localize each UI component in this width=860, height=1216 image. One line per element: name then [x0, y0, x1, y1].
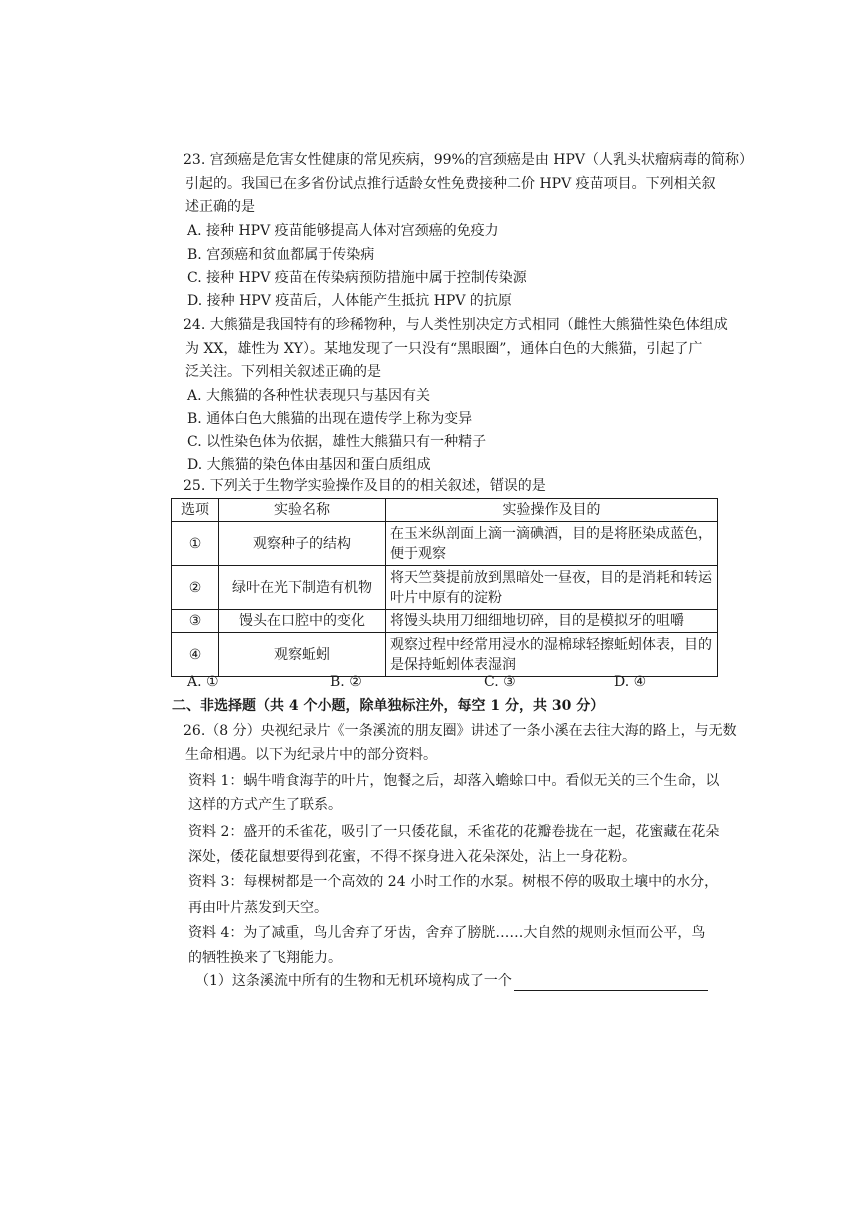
q24-stem-line-1: 24. 大熊猫是我国特有的珍稀物种，与人类性别决定方式相同（雌性大熊猫性染色体组成	[183, 317, 728, 333]
q23-option-d: D. 接种 HPV 疫苗后，人体能产生抵抗 HPV 的抗原	[187, 293, 512, 309]
q25-answer-a: A. ①	[187, 674, 219, 690]
q23-stem-line-2: 引起的。我国已在多省份试点推行适龄女性免费接种二价 HPV 疫苗项目。下列相关叙	[185, 176, 716, 192]
header-operation-purpose: 实验操作及目的	[386, 499, 718, 522]
q24-option-b: B. 通体白色大熊猫的出现在遗传学上称为变异	[187, 411, 473, 427]
header-option: 选项	[172, 499, 219, 522]
q26-material-1-line-1: 资料 1：蜗牛啃食海芋的叶片，饱餐之后，却落入蟾蜍口中。看似无关的三个生命，以	[188, 773, 720, 789]
q26-material-4-line-1: 资料 4：为了减重，鸟儿舍弃了牙齿，舍弃了膀胱……大自然的规则永恒而公平，鸟	[188, 925, 706, 941]
q25-stem	[183, 476, 546, 496]
table-row	[172, 610, 718, 633]
row-3-name: 馒头在口腔中的变化	[219, 610, 386, 633]
q23-option-b: B. 宫颈癌和贫血都属于传染病	[187, 247, 375, 263]
q26-material-3-line-1: 资料 3：每棵树都是一个高效的 24 小时工作的水泵。树根不停的吸取土壤中的水分，	[188, 874, 719, 890]
row-3-detail	[386, 610, 718, 633]
row-2-option: ②	[172, 566, 219, 610]
row-2-name: 绿叶在光下制造有机物	[219, 566, 386, 610]
q25-stem-after: 的是	[517, 478, 546, 494]
row-4-name: 观察蚯蚓	[219, 633, 386, 677]
table-header-row	[172, 499, 718, 522]
q25-answer-b: B. ②	[330, 674, 362, 690]
q25-answer-d: D. ④	[614, 674, 647, 690]
row-2-detail-line-2: 叶片中原有的淀粉	[390, 589, 502, 606]
q25-stem-before: 25. 下列关于生物学实验操作及目的的相关叙述，	[183, 478, 490, 494]
q24-option-c: C. 以性染色体为依据，雄性大熊猫只有一种精子	[187, 434, 487, 450]
experiment-table	[171, 498, 718, 677]
row-4-option: ④	[172, 633, 219, 677]
row-4-detail-line-2: 是保持蚯蚓体表湿润	[390, 656, 516, 673]
header-experiment-name: 实验名称	[219, 499, 386, 522]
q26-material-3-line-2: 再由叶片蒸发到天空。	[188, 900, 328, 916]
q26-sub-question-1-text: （1）这条溪流中所有的生物和无机环境构成了一个	[195, 973, 512, 989]
q26-stem-line-1: 26.（8 分）央视纪录片《一条溪流的朋友圈》讲述了一条小溪在去往大海的路上，与无数	[183, 723, 737, 739]
row-1-detail-line-2: 便于观察	[390, 545, 446, 562]
row-1-name: 观察种子的结构	[219, 522, 386, 566]
section-2-title: 二、非选择题（共 4 个小题，除单独标注外，每空 1 分，共 30 分）	[172, 698, 605, 714]
q26-stem-line-2: 生命相遇。以下为纪录片中的部分资料。	[185, 747, 437, 763]
q23-stem-line-1: 23. 宫颈癌是危害女性健康的常见疾病，99%的宫颈癌是由 HPV（人乳头状瘤病毒的简称）	[183, 152, 754, 168]
row-1-detail-line-1: 在玉米纵剖面上滴一滴碘酒，目的是将胚染成蓝色，	[390, 525, 712, 542]
q26-material-4-line-2: 的牺牲换来了飞翔能力。	[188, 950, 342, 966]
table-row	[172, 633, 718, 677]
q24-stem-line-2: 为 XX，雄性为 XY）。某地发现了一只没有“黑眼圈”，通体白色的大熊猫，引起了广	[185, 341, 703, 357]
q26-material-2-line-1: 资料 2：盛开的禾雀花，吸引了一只倭花鼠，禾雀花的花瓣卷拢在一起，花蜜藏在花朵	[188, 824, 720, 840]
row-4-detail-line-1: 观察过程中经常用浸水的湿棉球轻擦蚯蚓体表，目的	[390, 636, 712, 653]
row-1-detail	[386, 522, 718, 566]
row-4-detail	[386, 633, 718, 677]
table-row	[172, 522, 718, 566]
row-1-option: ①	[172, 522, 219, 566]
row-3-detail-line-1: 将馒头块用刀细细地切碎，目的是模拟牙的咀嚼	[390, 613, 684, 629]
q24-option-a: A. 大熊猫的各种性状表现只与基因有关	[187, 388, 431, 404]
table-row	[172, 566, 718, 610]
row-2-detail	[386, 566, 718, 610]
q25-stem-emphasis: 错误 · ·	[490, 478, 518, 494]
q26-sub-question-1	[195, 971, 708, 991]
q23-option-a: A. 接种 HPV 疫苗能够提高人体对宫颈癌的免疫力	[187, 223, 499, 239]
row-3-option: ③	[172, 610, 219, 633]
q24-stem-line-3: 泛关注。下列相关叙述正确的是	[185, 364, 381, 380]
answer-blank[interactable]	[514, 976, 708, 991]
row-2-detail-line-1: 将天竺葵提前放到黑暗处一昼夜，目的是消耗和转运	[390, 569, 712, 586]
q23-option-c: C. 接种 HPV 疫苗在传染病预防措施中属于控制传染源	[187, 270, 527, 286]
q26-material-2-line-2: 深处，倭花鼠想要得到花蜜，不得不探身进入花朵深处，沾上一身花粉。	[188, 849, 636, 865]
q23-stem-line-3: 述正确的是	[185, 199, 255, 215]
q25-answer-c: C. ③	[484, 674, 516, 690]
q24-option-d: D. 大熊猫的染色体由基因和蛋白质组成	[187, 457, 431, 473]
q26-material-1-line-2: 这样的方式产生了联系。	[188, 797, 342, 813]
